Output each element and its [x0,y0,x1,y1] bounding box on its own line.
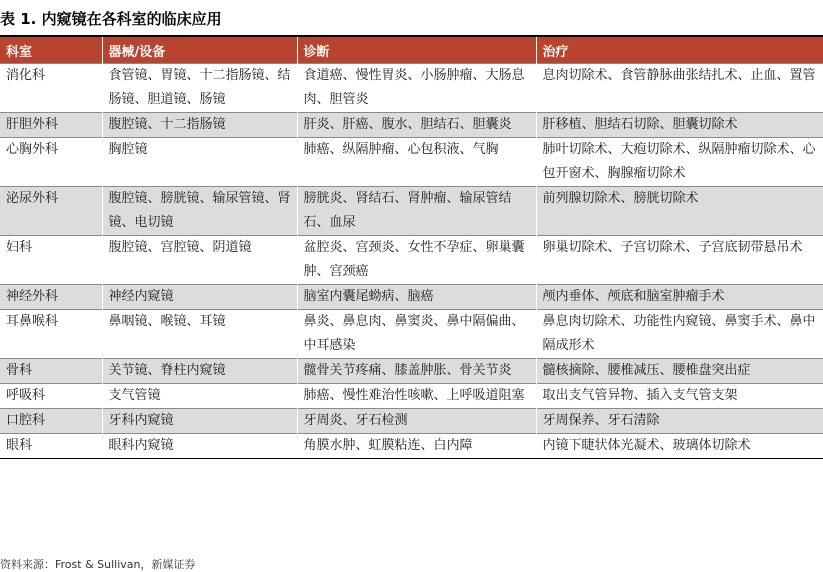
cell-treatment: 内镜下睫状体光凝术、玻璃体切除术 [536,434,823,459]
table-row [0,187,823,236]
cell-treatment: 鼻息肉切除术、功能性内窥镜、鼻窦手术、鼻中隔成形术 [536,310,823,359]
cell-treatment: 息肉切除术、食管静脉曲张结扎术、止血、置管 [536,64,823,113]
cell-department: 肝胆外科 [0,113,102,138]
cell-treatment: 肝移植、胆结石切除、胆囊切除术 [536,113,823,138]
table-row [0,409,823,434]
header-treatment: 治疗 [536,37,823,64]
cell-department: 骨科 [0,359,102,384]
cell-diagnosis: 牙周炎、牙石检测 [297,409,536,434]
cell-diagnosis: 角膜水肿、虹膜粘连、白内障 [297,434,536,459]
cell-department: 口腔科 [0,409,102,434]
cell-treatment: 肺叶切除术、大疱切除术、纵隔肿瘤切除术、心包开窗术、胸腺瘤切除术 [536,138,823,187]
cell-department: 眼科 [0,434,102,459]
cell-device: 食管镜、胃镜、十二指肠镜、结肠镜、胆道镜、肠镜 [102,64,297,113]
cell-diagnosis: 髋骨关节疼痛、膝盖肿胀、骨关节炎 [297,359,536,384]
cell-treatment: 卵巢切除术、子宫切除术、子宫底韧带悬吊术 [536,236,823,285]
table-row [0,236,823,285]
cell-treatment: 牙周保养、牙石清除 [536,409,823,434]
source-note: 资料来源：Frost & Sullivan，新媒证券 [0,558,196,571]
cell-diagnosis: 肺癌、慢性难治性咳嗽、上呼吸道阻塞 [297,384,536,409]
table-row [0,64,823,113]
cell-department: 耳鼻喉科 [0,310,102,359]
cell-device: 胸腔镜 [102,138,297,187]
cell-department: 妇科 [0,236,102,285]
table-row [0,359,823,384]
cell-diagnosis: 食道癌、慢性胃炎、小肠肿瘤、大肠息肉、胆管炎 [297,64,536,113]
cell-diagnosis: 膀胱炎、肾结石、肾肿瘤、输尿管结石、血尿 [297,187,536,236]
header-diagnosis: 诊断 [297,37,536,64]
table-row [0,384,823,409]
header-department: 科室 [0,37,102,64]
cell-device: 腹腔镜、膀胱镜、输尿管镜、肾镜、电切镜 [102,187,297,236]
header-row [0,37,823,64]
cell-treatment: 取出支气管异物、插入支气管支架 [536,384,823,409]
cell-diagnosis: 肝炎、肝癌、腹水、胆结石、胆囊炎 [297,113,536,138]
cell-device: 腹腔镜、宫腔镜、阴道镜 [102,236,297,285]
cell-device: 眼科内窥镜 [102,434,297,459]
table-row [0,310,823,359]
cell-department: 呼吸科 [0,384,102,409]
cell-department: 心胸外科 [0,138,102,187]
cell-diagnosis: 脑室内囊尾蚴病、脑癌 [297,285,536,310]
cell-diagnosis: 盆腔炎、宫颈炎、女性不孕症、卵巢囊肿、宫颈癌 [297,236,536,285]
table-row [0,113,823,138]
table-title: 表 1. 内窥镜在各科室的临床应用 [0,10,222,28]
table-row [0,434,823,459]
cell-diagnosis: 鼻炎、鼻息肉、鼻窦炎、鼻中隔偏曲、中耳感染 [297,310,536,359]
cell-department: 泌尿外科 [0,187,102,236]
cell-device: 神经内窥镜 [102,285,297,310]
cell-diagnosis: 肺癌、纵隔肿瘤、心包积液、气胸 [297,138,536,187]
cell-treatment: 髓核摘除、腰椎减压、腰椎盘突出症 [536,359,823,384]
cell-department: 消化科 [0,64,102,113]
table-row [0,138,823,187]
header-device: 器械/设备 [102,37,297,64]
cell-device: 鼻咽镜、喉镜、耳镜 [102,310,297,359]
cell-treatment: 前列腺切除术、膀胱切除术 [536,187,823,236]
cell-department: 神经外科 [0,285,102,310]
cell-device: 腹腔镜、十二指肠镜 [102,113,297,138]
table-row [0,285,823,310]
endoscope-application-table [0,37,823,459]
cell-treatment: 颅内垂体、颅底和脑室肿瘤手术 [536,285,823,310]
cell-device: 牙科内窥镜 [102,409,297,434]
cell-device: 支气管镜 [102,384,297,409]
cell-device: 关节镜、脊柱内窥镜 [102,359,297,384]
